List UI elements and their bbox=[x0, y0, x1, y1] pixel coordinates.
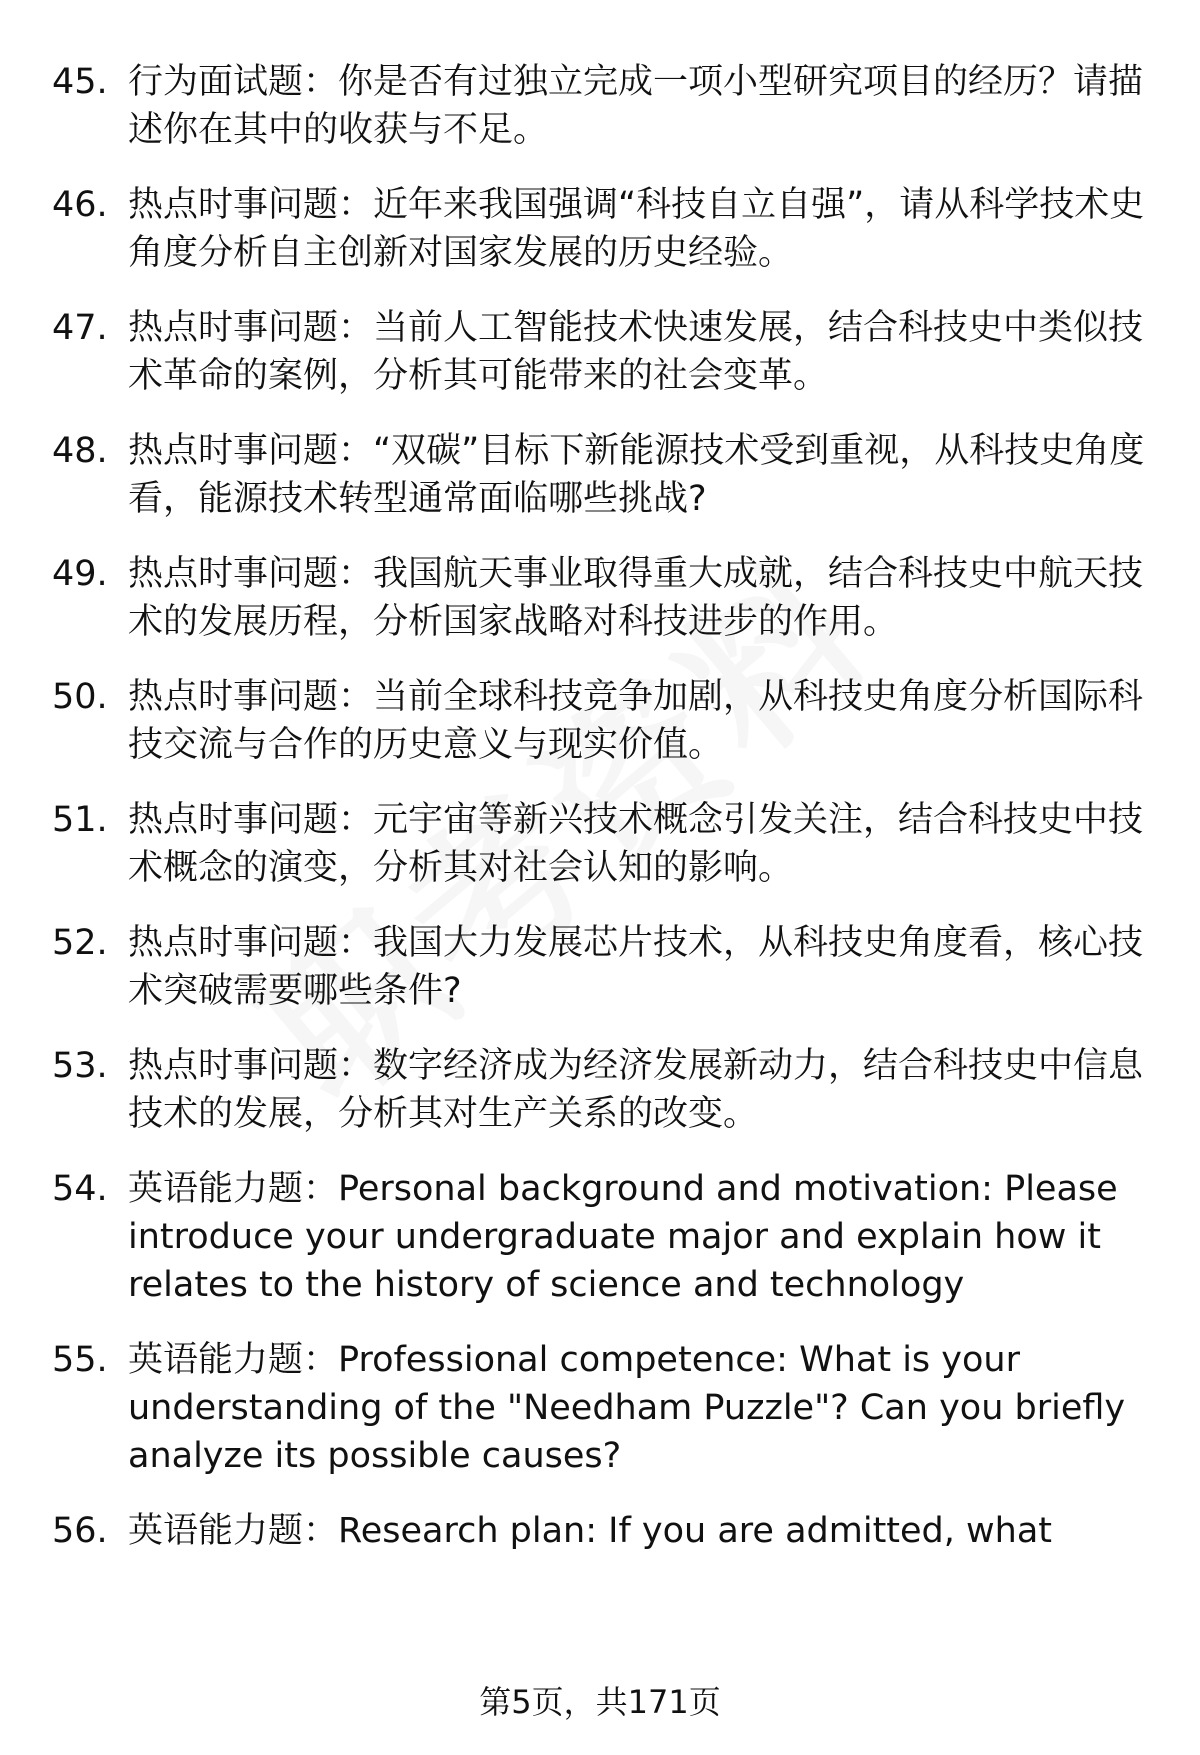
question-item bbox=[52, 673, 1157, 769]
question-item bbox=[52, 427, 1157, 523]
question-text: 热点时事问题：我国大力发展芯片技术，从科技史角度看，核心技术突破需要哪些条件? bbox=[128, 923, 1144, 1011]
page-number-footer: 第5页，共171页 bbox=[479, 1683, 721, 1721]
question-text: 热点时事问题：当前全球科技竞争加剧，从科技史角度分析国际科技交流与合作的历史意义与现实价值。 bbox=[128, 677, 1144, 765]
question-item bbox=[52, 58, 1157, 154]
question-text: 行为面试题：你是否有过独立完成一项小型研究项目的经历？请描述你在其中的收获与不足。 bbox=[128, 62, 1144, 150]
question-item bbox=[52, 1165, 1157, 1309]
question-item bbox=[52, 550, 1157, 646]
question-number: 45. bbox=[52, 62, 108, 102]
question-item bbox=[52, 181, 1157, 277]
question-text: 热点时事问题：当前人工智能技术快速发展，结合科技史中类似技术革命的案例，分析其可能带来的社会变革。 bbox=[128, 308, 1144, 396]
question-item bbox=[52, 796, 1157, 892]
question-item bbox=[52, 1336, 1157, 1480]
question-text: 英语能力题：Research plan: If you are admitted, what bbox=[128, 1511, 1052, 1551]
question-list bbox=[52, 58, 1157, 1582]
question-text: 热点时事问题：元宇宙等新兴技术概念引发关注，结合科技史中技术概念的演变，分析其对社会认知的影响。 bbox=[128, 800, 1144, 888]
question-number: 54. bbox=[52, 1169, 108, 1209]
question-number: 53. bbox=[52, 1046, 108, 1086]
question-text: 热点时事问题：我国航天事业取得重大成就，结合科技史中航天技术的发展历程，分析国家战略对科技进步的作用。 bbox=[128, 554, 1144, 642]
question-number: 50. bbox=[52, 677, 108, 717]
question-number: 51. bbox=[52, 800, 108, 840]
question-number: 52. bbox=[52, 923, 108, 963]
question-text: 热点时事问题：近年来我国强调“科技自立自强”，请从科学技术史角度分析自主创新对国家发展的历史经验。 bbox=[128, 185, 1145, 273]
question-number: 49. bbox=[52, 554, 108, 594]
question-number: 48. bbox=[52, 431, 108, 471]
question-item bbox=[52, 304, 1157, 400]
question-number: 47. bbox=[52, 308, 108, 348]
question-text: 热点时事问题：“双碳”目标下新能源技术受到重视，从科技史角度看，能源技术转型通常面临哪些挑战? bbox=[128, 431, 1145, 519]
question-number: 46. bbox=[52, 185, 108, 225]
question-text: 英语能力题：Professional competence: What is your understanding of the "Needham Puzzle"? Can you briefly analyze its possible causes? bbox=[128, 1340, 1126, 1476]
question-item bbox=[52, 1507, 1157, 1555]
question-text: 英语能力题：Personal background and motivation: Please introduce your undergraduate major and explain how it relates to the history of science and technology bbox=[128, 1169, 1118, 1305]
question-number: 56. bbox=[52, 1511, 108, 1551]
question-text: 热点时事问题：数字经济成为经济发展新动力，结合科技史中信息技术的发展，分析其对生产关系的改变。 bbox=[128, 1046, 1144, 1134]
question-item bbox=[52, 1042, 1157, 1138]
question-number: 55. bbox=[52, 1340, 108, 1380]
question-item bbox=[52, 919, 1157, 1015]
